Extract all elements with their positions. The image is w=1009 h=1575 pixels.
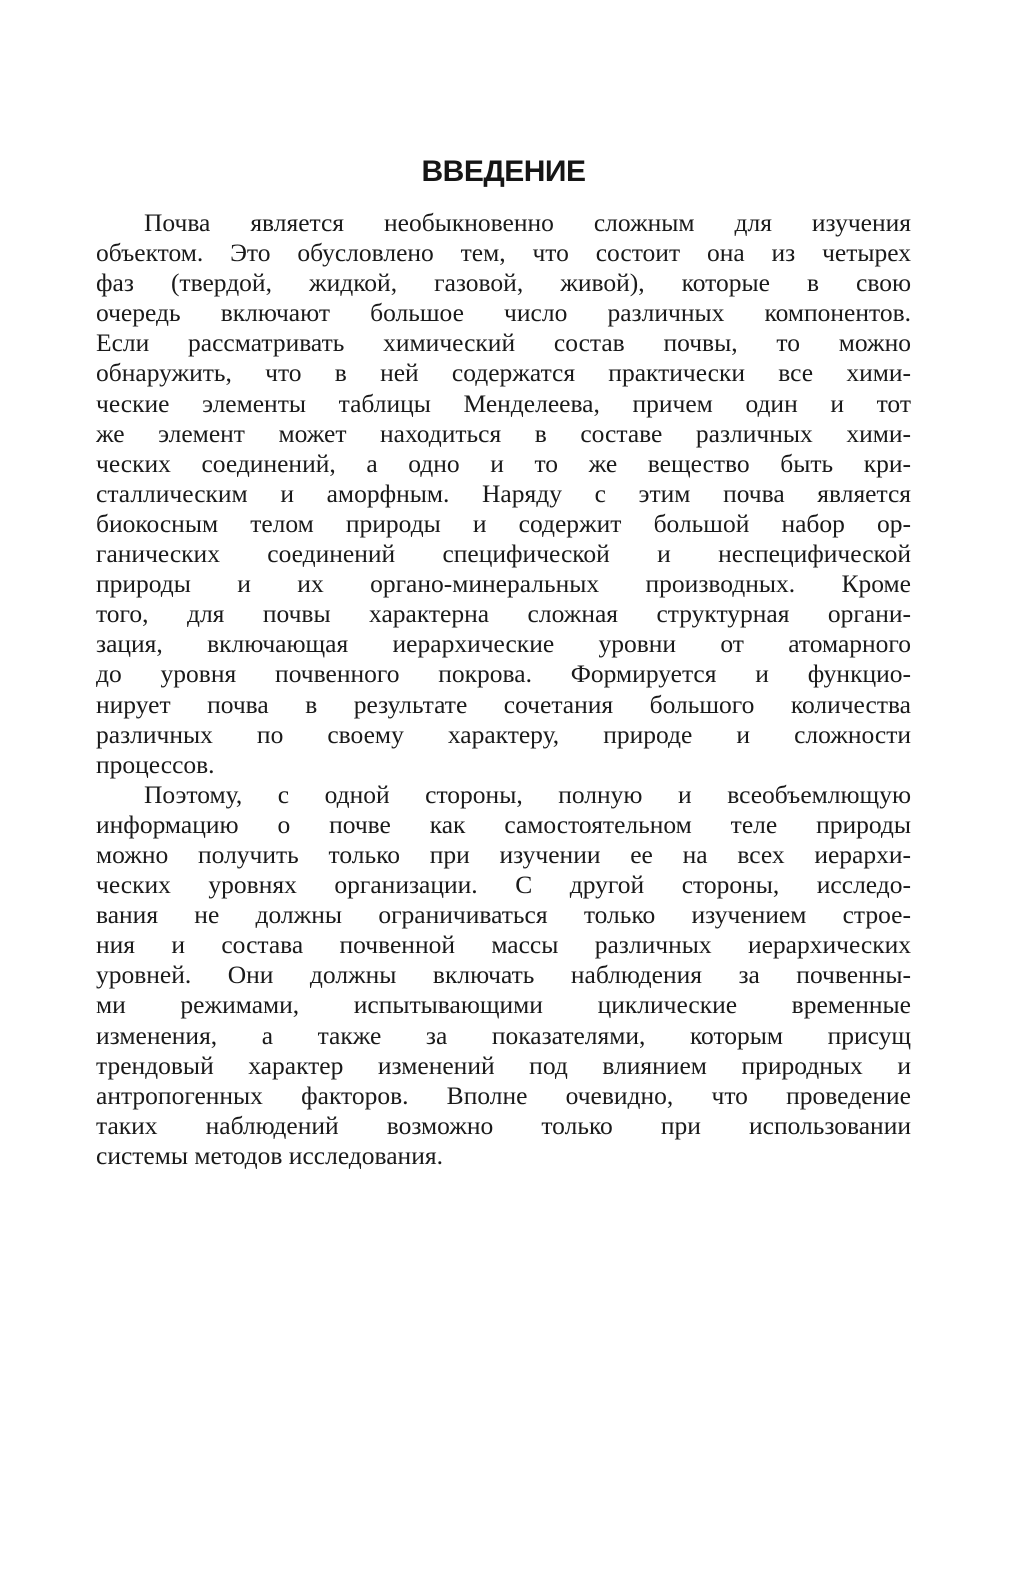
text-line: ганических соединений специфической и неспецифической [96,539,911,569]
text-line: ческих уровнях организации. С другой стороны, исследо- [96,870,911,900]
text-line: вания не должны ограничиваться только изучением строе- [96,900,911,930]
text-line: же элемент может находиться в составе различных хими- [96,418,911,448]
text-line: различных по своему характеру, природе и сложности [96,719,911,749]
text-line: обнаружить, что в ней содержатся практически все хими- [96,358,911,388]
text-line: Если рассматривать химический состав почвы, то можно [96,328,911,358]
text-line: системы методов исследования. [96,1140,443,1170]
text-line: биокосным телом природы и содержит большой набор ор- [96,508,911,538]
text-line: Почва является необыкновенно сложным для изучения [144,208,911,237]
text-line: изменения, а также за показателями, которым присущ [96,1020,911,1050]
text-line: ния и состава почвенной массы различных иерархических [96,930,911,960]
text-line: ческих соединений, а одно и то же вещество быть кри- [96,448,911,478]
text-line: до уровня почвенного покрова. Формируется и функцио- [96,659,911,689]
text-line: информацию о почве как самостоятельном теле природы [96,809,911,839]
text-line: процессов. [96,749,215,779]
text-line: таких наблюдений возможно только при использовании [96,1110,911,1140]
text-line: трендовый характер изменений под влиянием природных и [96,1050,911,1080]
text-line: природы и их органо-минеральных производных. Кроме [96,569,911,599]
text-line: ми режимами, испытывающими циклические временные [96,990,911,1020]
body-text [96,208,911,1171]
text-line: очередь включают большое число различных компонентов. [96,298,911,328]
text-line: Поэтому, с одной стороны, полную и всеобъемлющую [144,779,911,809]
page-title: ВВЕДЕНИЕ [421,155,586,188]
page [96,150,911,1171]
text-line: антропогенных факторов. Вполне очевидно, что проведение [96,1080,911,1110]
text-line: можно получить только при изучении ее на всех иерархи- [96,839,911,869]
text-line: уровней. Они должны включать наблюдения за почвенны- [96,960,911,990]
text-line: того, для почвы характерна сложная структурная органи- [96,599,911,629]
text-line: сталлическим и аморфным. Наряду с этим почва является [96,478,911,508]
text-line: ческие элементы таблицы Менделеева, причем один и тот [96,388,911,418]
text-line: объектом. Это обусловлено тем, что состоит она из четырех [96,238,911,268]
text-line: зация, включающая иерархические уровни от атомарного [96,629,911,659]
text-line: фаз (твердой, жидкой, газовой, живой), которые в свою [96,268,911,298]
text-line: нирует почва в результате сочетания большого количества [96,689,911,719]
